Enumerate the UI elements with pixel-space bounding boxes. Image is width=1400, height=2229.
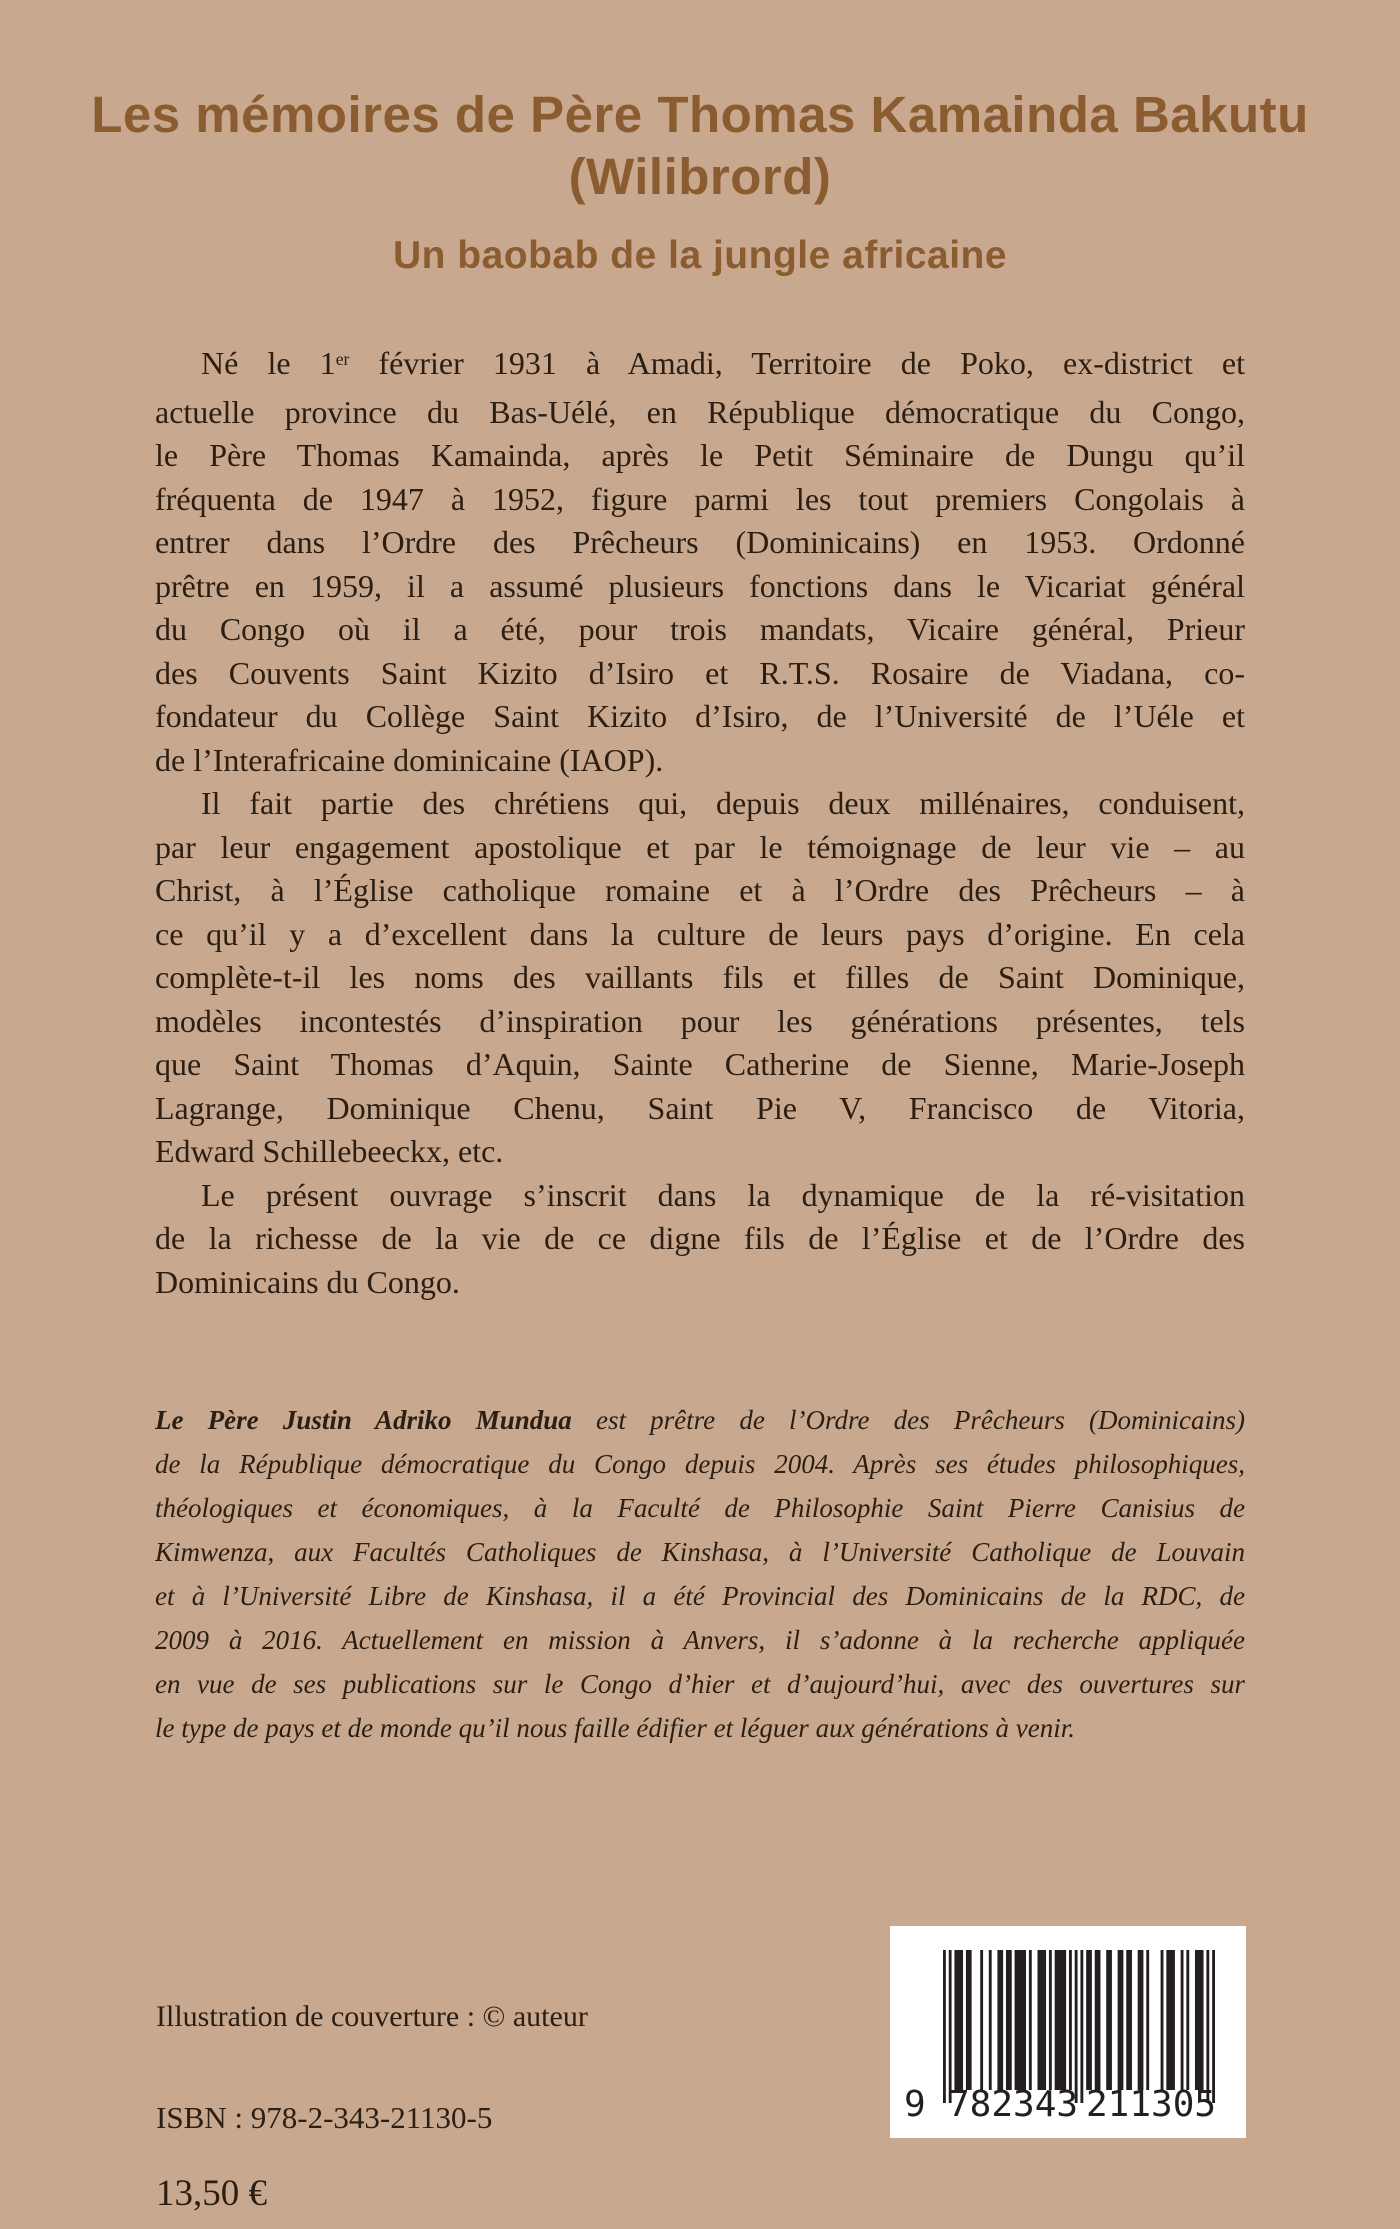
text-line: par leur engagement apostolique et par le témoignage de leur vie – au	[155, 828, 1245, 865]
text-line: du Congo où il a été, pour trois mandats, Vicaire général, Prieur	[155, 611, 1245, 647]
text-line: Né le 1er février 1931 à Amadi, Territoire de Poko, ex-district et	[201, 345, 1245, 381]
text-line: en vue de ses publications sur le Congo d’hier et d’aujourd’hui, avec des ouvertures sur	[155, 1669, 1245, 1699]
barcode-digits-right: 211305	[1086, 2084, 1217, 2125]
book-title-line1: Les mémoires de Père Thomas Kamainda Bakutu	[91, 86, 1309, 143]
text-line: fréquenta de 1947 à 1952, figure parmi les tout premiers Congolais à	[155, 480, 1245, 517]
barcode	[890, 1926, 1246, 2138]
text-line: Le présent ouvrage s’inscrit dans la dynamique de la ré-visitation	[201, 1176, 1245, 1213]
barcode-bars	[943, 1950, 1215, 2103]
text-line: le Père Thomas Kamainda, après le Petit Séminaire de Dungu qu’il	[155, 437, 1245, 473]
text-line: actuelle province du Bas-Uélé, en République démocratique du Congo,	[155, 393, 1245, 430]
text-line: modèles incontestés d’inspiration pour les générations présentes, tels	[155, 1002, 1245, 1039]
text-line: que Saint Thomas d’Aquin, Sainte Catherine de Sienne, Marie-Joseph	[155, 1046, 1245, 1082]
text-line: entrer dans l’Ordre des Prêcheurs (Dominicains) en 1953. Ordonné	[155, 524, 1245, 560]
text-line: théologiques et économiques, à la Faculté de Philosophie Saint Pierre Canisius de	[155, 1493, 1245, 1523]
text-line: ce qu’il y a d’excellent dans la culture de leurs pays d’origine. En cela	[155, 915, 1245, 952]
cover-header	[0, 84, 1400, 278]
text-line: complète-t-il les noms des vaillants fils et filles de Saint Dominique,	[155, 959, 1245, 995]
text-line: Il fait partie des chrétiens qui, depuis deux millénaires, conduisent,	[201, 785, 1245, 821]
text-line: Edward Schillebeeckx, etc.	[155, 1133, 504, 1169]
text-line: de la richesse de la vie de ce digne fils de l’Église et de l’Ordre des	[155, 1220, 1245, 1256]
text-line: fondateur du Collège Saint Kizito d’Isiro, de l’Université de l’Uéle et	[155, 698, 1245, 734]
book-subtitle: Un baobab de la jungle africaine	[392, 234, 1008, 277]
isbn-label: ISBN : 978-2-343-21130-5	[156, 2100, 493, 2135]
text-line: Dominicains du Congo.	[155, 1263, 460, 1300]
text-line: Le Père Justin Adriko Mundua est prêtre de l’Ordre des Prêcheurs (Dominicains)	[155, 1405, 1245, 1435]
text-line: Kimwenza, aux Facultés Catholiques de Kinshasa, à l’Université Catholique de Louvain	[155, 1537, 1245, 1567]
author-bio	[155, 1398, 1245, 1750]
text-line: de la République démocratique du Congo depuis 2004. Après ses études philosophiques,	[155, 1449, 1245, 1479]
text-line: de l’Interafricaine dominicaine (IAOP).	[155, 741, 664, 778]
text-line: Christ, à l’Église catholique romaine et à l’Ordre des Prêcheurs – à	[155, 872, 1245, 908]
text-line: prêtre en 1959, il a assumé plusieurs fonctions dans le Vicariat général	[155, 567, 1245, 604]
illustration-credit: Illustration de couverture : © auteur	[156, 2000, 588, 2033]
book-title-line2: (Wilibrord)	[568, 148, 832, 205]
back-cover-summary	[155, 342, 1245, 1304]
text-line: des Couvents Saint Kizito d’Isiro et R.T.S. Rosaire de Viadana, co-	[155, 654, 1245, 691]
text-line: Lagrange, Dominique Chenu, Saint Pie V, Francisco de Vitoria,	[155, 1089, 1245, 1126]
barcode-digits-left: 782343	[948, 2084, 1079, 2125]
barcode-digit-first: 9	[904, 2084, 926, 2125]
text-line: 2009 à 2016. Actuellement en mission à Anvers, il s’adonne à la recherche appliquée	[155, 1625, 1245, 1655]
price-label: 13,50 €	[156, 2173, 267, 2214]
text-line: et à l’Université Libre de Kinshasa, il a été Provincial des Dominicains de la RDC, de	[155, 1581, 1245, 1611]
text-line: le type de pays et de monde qu’il nous faille édifier et léguer aux générations à venir.	[155, 1713, 1076, 1743]
